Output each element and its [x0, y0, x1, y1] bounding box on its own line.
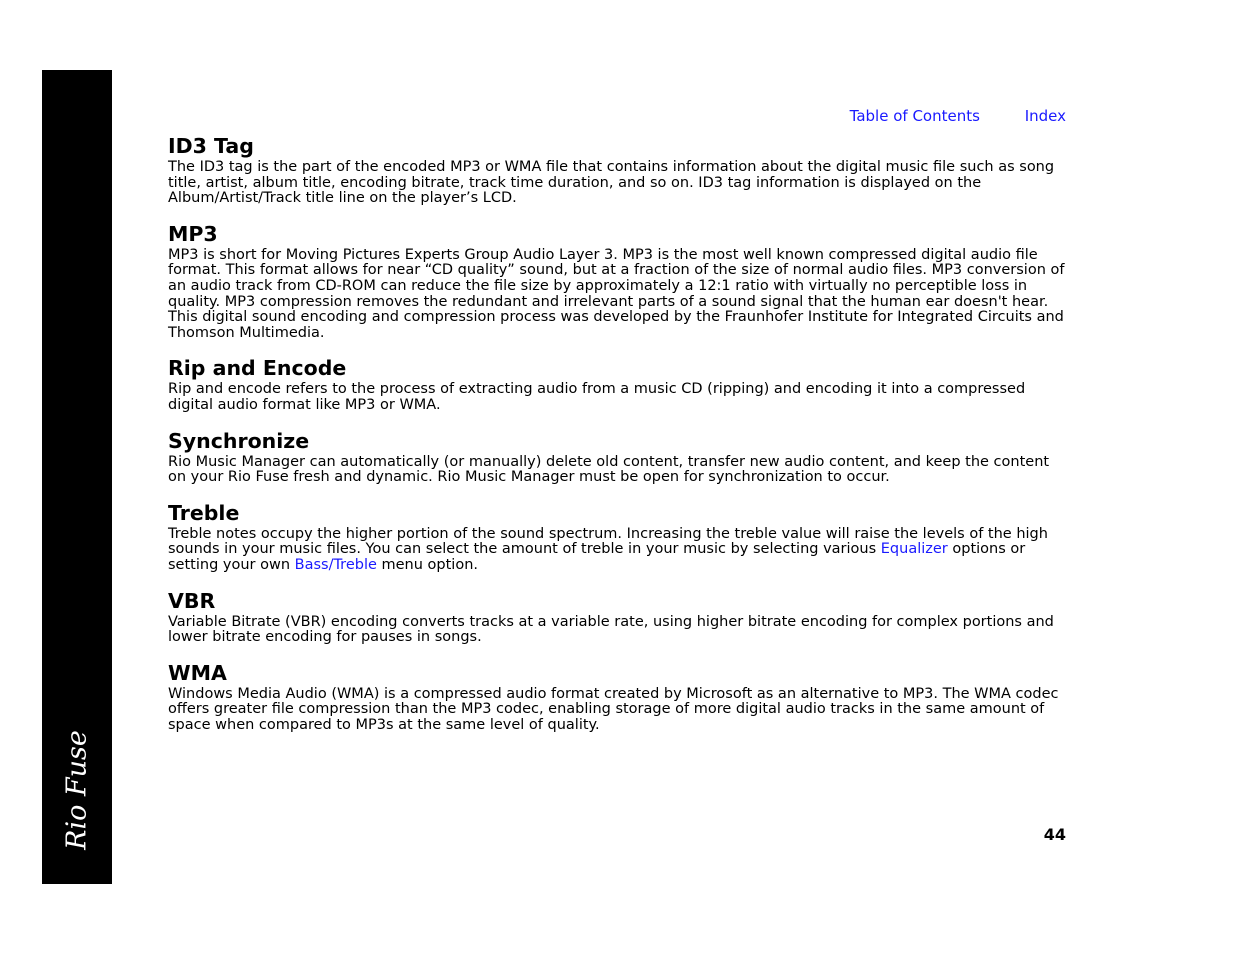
equalizer-link[interactable]: Equalizer — [880, 541, 948, 558]
section-rip-and-encode — [168, 355, 1068, 413]
section-heading: ID3 Tag — [168, 134, 254, 158]
section-body: Windows Media Audio (WMA) is a compressed audio format created by Microsoft as an alternative to MP3. The WMA codec offers greater file compression than the MP3 codec, enabling storage of more digital audio tracks in the same amount of space when compared to MP3s at the same level of quality. — [168, 685, 1059, 733]
body-text: options or setting your own — [168, 541, 1026, 573]
index-link[interactable]: Index — [1024, 107, 1066, 125]
content — [168, 133, 1068, 747]
section-body: Variable Bitrate (VBR) encoding converts tracks at a variable rate, using higher bitrate encoding for complex portions and lower bitrate encoding for pauses in songs. — [168, 613, 1054, 646]
section-heading: Synchronize — [168, 428, 310, 453]
section-wma — [168, 660, 1068, 734]
section-body — [168, 527, 1068, 574]
table-of-contents-link[interactable]: Table of Contents — [849, 107, 980, 125]
section-vbr — [168, 588, 1068, 646]
section-heading: Rip and Encode — [168, 356, 347, 381]
section-id3-tag — [168, 133, 1068, 207]
section-heading: MP3 — [168, 221, 218, 246]
section-heading: VBR — [168, 588, 216, 613]
page-number: 44 — [1043, 825, 1066, 844]
section-mp3 — [168, 221, 1068, 342]
section-synchronize — [168, 428, 1068, 486]
top-nav — [810, 107, 1066, 125]
section-body: Rio Music Manager can automatically (or manually) delete old content, transfer new audio content, and keep the content on your Rio Fuse fresh and dynamic. Rio Music Manager must be open for synchronization to occur. — [168, 453, 1050, 486]
body-text: Treble notes occupy the higher portion of the sound spectrum. Increasing the treble value will raise the levels of the high sounds in your music files. You can select the amount of treble in your music by selecting various — [168, 525, 1048, 558]
bass-treble-link[interactable]: Bass/Treble — [294, 556, 377, 573]
section-heading: Treble — [168, 500, 240, 525]
side-title: Rio Fuse — [61, 730, 93, 850]
section-body: MP3 is short for Moving Pictures Experts Group Audio Layer 3. MP3 is the most well known compressed digital audio file format. This format allows for near “CD quality” sound, but at a fraction of the size of normal audio files. MP3 conversion of an audio track from CD-ROM can reduce the file size by approximately a 12:1 ratio with virtually no perceptible loss in quality. MP3 compression removes the redundant and irrelevant parts of a sound signal that the human ear doesn't hear. This digital sound encoding and compression process was developed by the Fraunhofer Institute for Integrated Circuits and Thomson Multimedia. — [168, 246, 1065, 341]
body-text: menu option. — [376, 556, 479, 573]
section-body: The ID3 tag is the part of the encoded MP3 or WMA file that contains information about the digital music file such as song title, artist, album title, encoding bitrate, track time duration, and so on. ID3 tag information is displayed on the Album/Artist/Track title line on the player’s LCD. — [168, 159, 1055, 207]
section-body: Rip and encode refers to the process of extracting audio from a music CD (ripping) and encoding it into a compressed digital audio format like MP3 or WMA. — [168, 381, 1026, 413]
section-treble — [168, 500, 1068, 574]
section-heading: WMA — [168, 660, 227, 685]
